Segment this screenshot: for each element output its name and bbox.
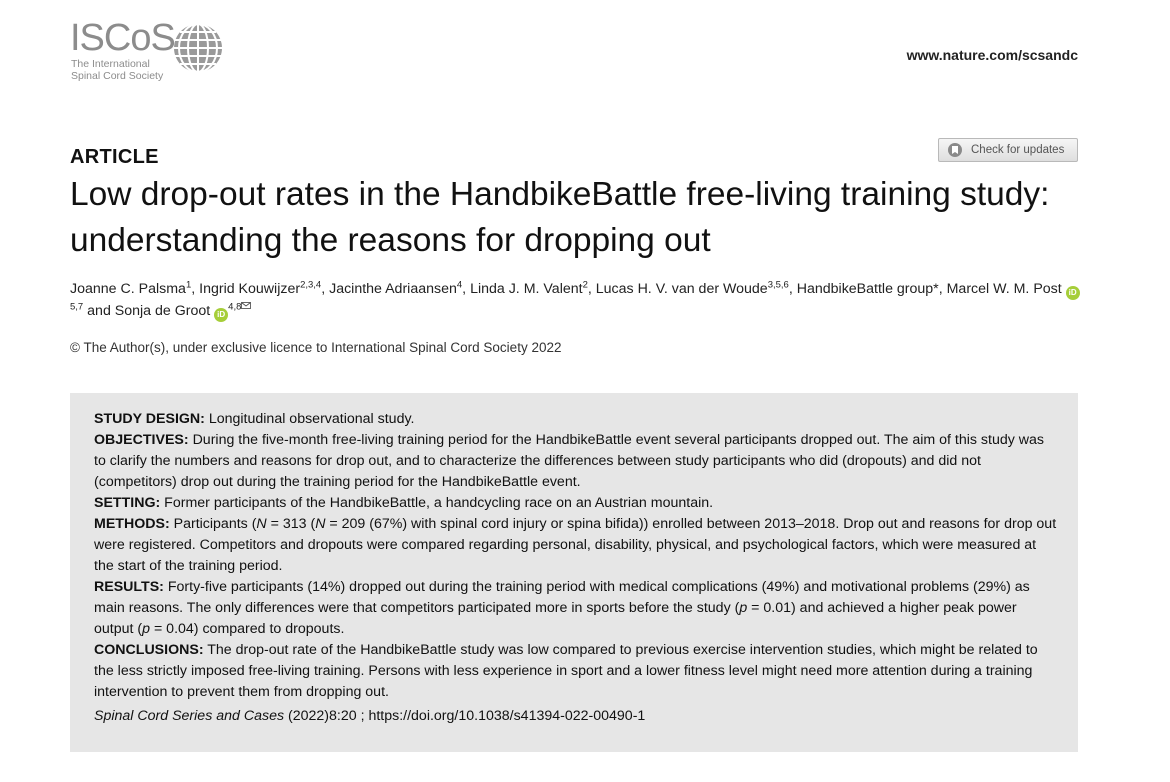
abstract-results xyxy=(94,577,1058,640)
author-affiliation: 2,3,4 xyxy=(300,279,322,291)
results-label: RESULTS: xyxy=(94,579,164,595)
setting-text: Former participants of the HandbikeBattle, a handcycling race on an Austrian mountain. xyxy=(164,495,714,511)
citation-doi[interactable]: (2022)8:20 ; https://doi.org/10.1038/s41394-022-00490-1 xyxy=(284,708,646,724)
abstract-methods xyxy=(94,514,1058,577)
author-name[interactable]: Lucas H. V. van der Woude xyxy=(595,281,768,297)
methods-part: = 209 (67%) with spinal cord injury or spina bifida)) enrolled between 2013–2018. Drop out and reasons for drop out were registered. Competitors and dropouts were compared regarding personal, disability, physical, and psychological factors, which were measured at the start of the training period. xyxy=(94,516,1057,574)
study-design-label: STUDY DESIGN: xyxy=(94,411,205,427)
author-name[interactable]: Marcel W. M. Post xyxy=(946,281,1062,297)
author-name[interactable]: Ingrid Kouwijzer xyxy=(199,281,301,297)
results-part: = 0.04) compared to dropouts. xyxy=(150,621,345,637)
results-part: = 0.01) and achieved a higher peak power output ( xyxy=(94,600,1017,637)
abstract-study-design xyxy=(94,409,1058,430)
conclusions-text: The drop-out rate of the HandbikeBattle study was low compared to previous exercise intervention studies, which might be related to the less strictly imposed free-living training. Persons with less experience in sport and a lower fitness level might need more attention during a training intervention to prevent them from dropping out. xyxy=(94,642,1038,700)
author-separator: , xyxy=(321,281,330,297)
globe-logo-icon xyxy=(171,21,225,75)
orcid-icon[interactable]: iD xyxy=(1066,286,1080,300)
author-list xyxy=(70,278,1080,322)
logo-abbr: ISCoS xyxy=(70,17,175,59)
author-separator: , xyxy=(462,281,471,297)
author-separator: and xyxy=(83,303,115,319)
author-separator: , xyxy=(938,281,947,297)
objectives-label: OBJECTIVES: xyxy=(94,432,189,448)
methods-part: Participants ( xyxy=(173,516,257,532)
author-name[interactable]: Jacinthe Adriaansen xyxy=(329,281,457,297)
results-part: Forty-five participants (14%) dropped out during the training period with medical complications (49%) and motivational problems (29%) as main reasons. The only differences were that competitors participated more in sports before the study ( xyxy=(94,579,1030,616)
article-title: Low drop-out rates in the HandbikeBattle free-living training study: understanding the reasons for dropping out xyxy=(70,176,1050,259)
methods-variable: N xyxy=(315,516,326,532)
methods-label: METHODS: xyxy=(94,516,170,532)
study-design-text: Longitudinal observational study. xyxy=(208,411,415,427)
author-name[interactable]: Joanne C. Palsma xyxy=(70,281,186,297)
citation xyxy=(94,706,1058,727)
author-affiliation: 5,7 xyxy=(70,301,84,313)
objectives-text: During the five-month free-living training period for the HandbikeBattle event several participants dropped out. The aim of this study was to clarify the numbers and reasons for drop out, and to characterize the differences between study participants who did (dropouts) and did not (competitors) drop out during the training period for the HandbikeBattle event. xyxy=(94,432,1045,490)
author-name[interactable]: HandbikeBattle group* xyxy=(796,281,939,297)
author-affiliation: 3,5,6 xyxy=(767,279,789,291)
check-updates-button[interactable] xyxy=(938,138,1078,162)
abstract-box xyxy=(70,393,1078,752)
logo-subtitle xyxy=(71,58,181,82)
logo-subtitle-line1: The International xyxy=(71,58,150,70)
abstract-setting xyxy=(94,493,1058,514)
bookmark-icon xyxy=(945,142,965,158)
author-separator: , xyxy=(788,281,797,297)
logo-subtitle-line2: Spinal Cord Society xyxy=(71,70,164,82)
author-affiliation: 1 xyxy=(185,279,192,291)
author-affiliation: 4 xyxy=(456,279,463,291)
iscos-logo[interactable] xyxy=(70,18,230,88)
methods-part: = 313 ( xyxy=(266,516,316,532)
article-type: ARTICLE xyxy=(70,146,159,168)
results-variable: p xyxy=(142,621,151,637)
abstract-objectives xyxy=(94,430,1058,493)
author-name[interactable]: Linda J. M. Valent xyxy=(470,281,583,297)
author-separator: , xyxy=(191,281,200,297)
copyright-notice: © The Author(s), under exclusive licence to International Spinal Cord Society 2022 xyxy=(70,340,562,355)
results-text xyxy=(94,579,1030,637)
check-updates-label: Check for updates xyxy=(971,144,1065,156)
author-affiliation: 4,8 xyxy=(228,301,242,313)
results-variable: p xyxy=(739,600,748,616)
mail-icon[interactable] xyxy=(241,302,251,309)
journal-url[interactable]: www.nature.com/scsandc xyxy=(906,47,1078,63)
citation-journal: Spinal Cord Series and Cases xyxy=(94,708,285,724)
abstract-conclusions xyxy=(94,640,1058,703)
orcid-icon[interactable]: iD xyxy=(214,308,228,322)
author-name[interactable]: Sonja de Groot xyxy=(114,303,211,319)
conclusions-label: CONCLUSIONS: xyxy=(94,642,204,658)
methods-text xyxy=(94,516,1056,574)
author-separator: , xyxy=(587,281,596,297)
author-affiliation: 2 xyxy=(582,279,588,291)
setting-label: SETTING: xyxy=(94,495,161,511)
methods-variable: N xyxy=(256,516,267,532)
